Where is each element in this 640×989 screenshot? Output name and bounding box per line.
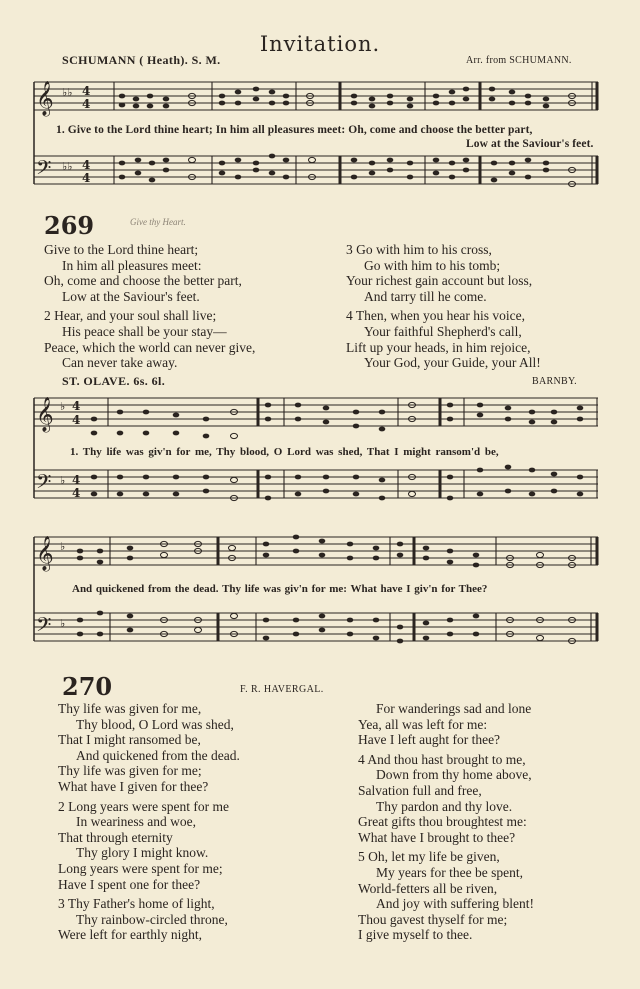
svg-text:4: 4: [72, 486, 81, 500]
tune-name-269: SCHUMANN ( Heath). S. M.: [62, 53, 221, 67]
lyric-270-line1: 1. Thy life was giv'n for me, Thy blood, O Lord was shed, That I might ransom'd be,: [70, 446, 499, 458]
svg-text:𝄢: 𝄢: [36, 470, 52, 498]
svg-text:♭: ♭: [60, 400, 66, 413]
hymn-number-269: 269: [44, 211, 95, 240]
svg-text:♭♭: ♭♭: [62, 86, 73, 99]
verses-269-right: 3 Go with him to his cross, Go with him to his tomb; Your richest gain account but loss, And tarry till he come. 4 Then, when you hear his voice, Your faithful Shepherd's call, Lift up your heads, in him rejoice, Your God, your Guide, your All!: [346, 242, 541, 371]
tune-name-270: ST. OLAVE. 6s. 6l.: [62, 374, 166, 388]
lyric-269-line1: 1. Give to the Lord thine heart; In him all pleasures meet: Oh, come and choose the better part,: [56, 124, 533, 136]
hymn-number-270: 270: [62, 672, 113, 701]
svg-text:4: 4: [82, 97, 91, 111]
lyric-269-line2: Low at the Saviour's feet.: [466, 138, 594, 150]
verses-269-left: Give to the Lord thine heart; In him all pleasures meet: Oh, come and choose the better part, Low at the Saviour's feet. 2 Hear, and your soul shall live; His peace shall be your stay— Peace, which the world can never give, Can never take away.: [44, 242, 256, 371]
arranger-269: Arr. from SCHUMANN.: [466, 55, 572, 66]
svg-text:𝄢: 𝄢: [36, 613, 52, 641]
staff-270b-treble: [34, 537, 598, 565]
svg-text:♭♭: ♭♭: [62, 160, 73, 173]
section-title: Invitation.: [259, 32, 381, 56]
bass-clef-icon: 𝄢: [36, 156, 52, 184]
treble-clef-icon: 𝄞: [36, 81, 54, 116]
svg-text:𝄞: 𝄞: [36, 536, 54, 571]
svg-text:4: 4: [72, 413, 81, 427]
author-270: F. R. HAVERGAL.: [240, 684, 324, 695]
composer-270: BARNBY.: [532, 376, 577, 387]
svg-text:4: 4: [82, 158, 91, 172]
svg-text:4: 4: [72, 473, 81, 487]
verses-270-left: Thy life was given for me, Thy blood, O Lord was shed, That I might ransomed be, And quickened from the dead. Thy life was given for me; What have I given for thee? 2 Long years were spent for me In weariness and woe, That through eternity Thy glory I might know. Long years were spent for me; Have I spent one for thee? 3 Thy Father's home of light, Thy rainbow-circled throne, Were left for earthly night,: [58, 701, 240, 943]
lyric-270-line2: And quickened from the dead. Thy life was giv'n for me: What have I giv'n for Thee?: [72, 583, 488, 595]
svg-text:♭: ♭: [60, 540, 66, 553]
epigraph-269: Give thy Heart.: [130, 217, 186, 227]
svg-text:♭: ♭: [60, 617, 66, 630]
svg-text:4: 4: [72, 399, 81, 413]
staff-269-treble: [34, 82, 598, 110]
svg-text:♭: ♭: [60, 474, 66, 487]
staff-270b-bass: [34, 613, 598, 641]
verses-270-right: For wanderings sad and lone Yea, all was left for me: Have I left aught for thee? 4 And thou hast brought to me, Down from thy home above, Salvation full and free, Thy pardon and thy love. Great gifts thou broughtest me: What have I brought to thee? 5 Oh, let my life be given, My years for thee be spent, World-fetters all be riven, And joy with suffering blent! Thou gavest thyself for me; I give myself to thee.: [358, 701, 534, 943]
staff-269-bass: [34, 156, 598, 184]
svg-text:4: 4: [82, 171, 91, 185]
svg-text:4: 4: [82, 84, 91, 98]
svg-text:𝄞: 𝄞: [36, 397, 54, 432]
